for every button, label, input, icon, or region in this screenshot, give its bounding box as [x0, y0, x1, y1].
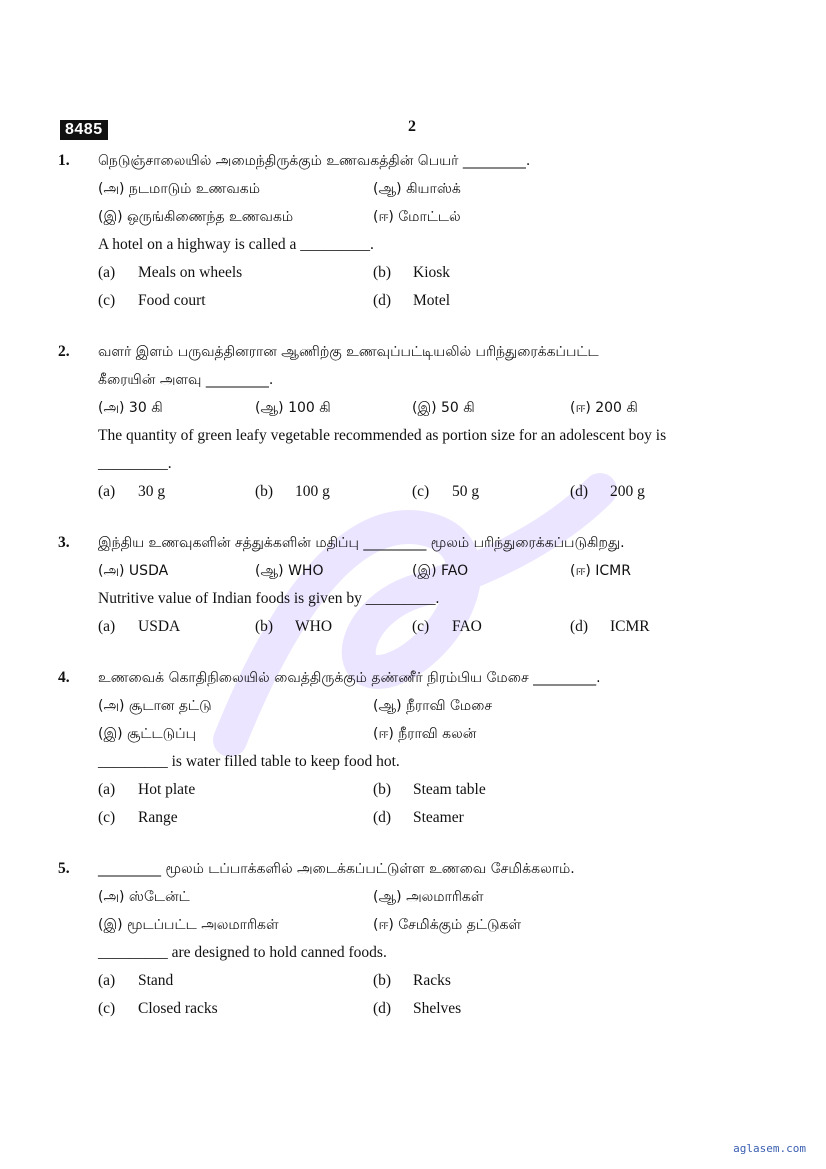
- option-label: (d): [570, 618, 589, 635]
- option-label: (a): [98, 264, 116, 281]
- question-tamil: _________ மூலம் டப்பாக்களில் அடைக்கப்பட்டுள்ள உணவை சேமிக்கலாம்.: [98, 861, 575, 877]
- option-label: (d): [373, 809, 392, 826]
- page-number: 2: [408, 118, 416, 135]
- option-text: 30 g: [138, 483, 166, 500]
- tamil-option: (இ) ஒருங்கிணைந்த உணவகம்: [98, 209, 294, 225]
- option-text: ICMR: [610, 618, 650, 635]
- option-c: [98, 287, 373, 315]
- option-label: (d): [373, 1000, 392, 1017]
- question-english-line2: _________.: [98, 455, 172, 472]
- option-text: Food court: [138, 292, 206, 309]
- question-number: 2.: [58, 343, 70, 360]
- option-label: (c): [412, 618, 430, 635]
- tamil-option: (ஈ) ICMR: [570, 563, 631, 579]
- tamil-option: (ஈ) சேமிக்கும் தட்டுகள்: [373, 917, 522, 933]
- question-tamil: உணவைக் கொதிநிலையில் வைத்திருக்கும் தண்ணீர் நிரம்பிய மேசை _________.: [98, 670, 601, 686]
- option-d: [373, 995, 748, 1023]
- option-text: Closed racks: [138, 1000, 218, 1017]
- tamil-option: (ஈ) நீராவி கலன்: [373, 726, 477, 742]
- tamil-option: (ஆ) WHO: [255, 563, 324, 579]
- option-label: (c): [98, 809, 116, 826]
- tamil-option: (ஆ) 100 கி: [255, 400, 331, 416]
- tamil-option: (அ) ஸ்டேன்ட்: [98, 889, 190, 905]
- tamil-option: (ஆ) கியாஸ்க்: [373, 181, 461, 197]
- tamil-option: (அ) USDA: [98, 563, 169, 579]
- question-4: [58, 664, 748, 832]
- question-1: [58, 147, 748, 315]
- tamil-option: (இ) மூடப்பட்ட அலமாரிகள்: [98, 917, 279, 933]
- option-a: [98, 478, 255, 506]
- question-english: Nutritive value of Indian foods is given by _________.: [98, 590, 440, 607]
- tamil-option: (அ) நடமாடும் உணவகம்: [98, 181, 260, 197]
- option-c: [412, 478, 570, 506]
- option-label: (c): [98, 292, 116, 309]
- option-text: Motel: [413, 292, 451, 309]
- option-d: [373, 804, 748, 832]
- option-text: Stand: [138, 972, 174, 989]
- option-label: (a): [98, 781, 116, 798]
- option-b: [373, 776, 748, 804]
- option-label: (a): [98, 618, 116, 635]
- exam-page: [58, 147, 748, 1046]
- tamil-option: (அ) 30 கி: [98, 400, 163, 416]
- paper-code: 8485: [60, 120, 108, 140]
- option-a: [98, 613, 255, 641]
- option-b: [373, 967, 748, 995]
- footer-website: aglasem.com: [733, 1142, 806, 1155]
- option-text: 50 g: [452, 483, 480, 500]
- option-text: Steamer: [413, 809, 464, 826]
- option-text: WHO: [295, 618, 333, 635]
- option-label: (b): [373, 972, 392, 989]
- option-b: [255, 478, 412, 506]
- option-text: Range: [138, 809, 178, 826]
- option-text: Shelves: [413, 1000, 462, 1017]
- option-c: [98, 995, 373, 1023]
- question-english: A hotel on a highway is called a _________.: [98, 236, 374, 253]
- tamil-option: (இ) 50 கி: [412, 400, 475, 416]
- option-label: (d): [570, 483, 589, 500]
- option-text: USDA: [138, 618, 181, 635]
- option-a: [98, 967, 373, 995]
- question-tamil: வளர் இளம் பருவத்தினரான ஆணிற்கு உணவுப்பட்டியலில் பரிந்துரைக்கப்பட்ட: [98, 344, 599, 360]
- question-3: [58, 529, 748, 641]
- option-c: [98, 804, 373, 832]
- option-text: 200 g: [610, 483, 645, 500]
- tamil-option: (இ) சூட்டடுப்பு: [98, 726, 197, 742]
- option-text: FAO: [452, 618, 482, 635]
- tamil-option: (ஆ) அலமாரிகள்: [373, 889, 484, 905]
- tamil-option: (இ) FAO: [412, 563, 469, 579]
- question-tamil-line2: கீரையின் அளவு _________.: [98, 372, 274, 388]
- question-number: 1.: [58, 152, 70, 169]
- option-d: [570, 613, 748, 641]
- option-text: Kiosk: [413, 264, 451, 281]
- option-text: Hot plate: [138, 781, 196, 798]
- option-d: [373, 287, 748, 315]
- option-text: 100 g: [295, 483, 330, 500]
- question-number: 5.: [58, 860, 70, 877]
- tamil-option: (அ) சூடான தட்டு: [98, 698, 212, 714]
- option-a: [98, 259, 373, 287]
- option-label: (d): [373, 292, 392, 309]
- option-a: [98, 776, 373, 804]
- question-tamil: இந்திய உணவுகளின் சத்துக்களின் மதிப்பு _________ மூலம் பரிந்துரைக்கப்படுகிறது.: [98, 535, 625, 551]
- option-label: (a): [98, 483, 116, 500]
- question-english: _________ is water filled table to keep food hot.: [98, 753, 400, 770]
- option-text: Racks: [413, 972, 451, 989]
- question-english: The quantity of green leafy vegetable recommended as portion size for an adolescent boy is: [98, 427, 667, 444]
- option-label: (c): [98, 1000, 116, 1017]
- option-c: [412, 613, 570, 641]
- question-number: 3.: [58, 534, 70, 551]
- option-label: (a): [98, 972, 116, 989]
- option-b: [373, 259, 748, 287]
- option-label: (b): [373, 264, 392, 281]
- option-b: [255, 613, 412, 641]
- option-text: Steam table: [413, 781, 486, 798]
- option-d: [570, 478, 748, 506]
- option-label: (b): [255, 483, 274, 500]
- tamil-option: (ஈ) மோட்டல்: [373, 209, 461, 225]
- tamil-option: (ஈ) 200 கி: [570, 400, 638, 416]
- question-english: _________ are designed to hold canned foods.: [98, 944, 387, 961]
- question-number: 4.: [58, 669, 70, 686]
- option-text: Meals on wheels: [138, 264, 243, 281]
- option-label: (b): [373, 781, 392, 798]
- question-2: [58, 338, 748, 506]
- question-5: [58, 855, 748, 1023]
- option-label: (b): [255, 618, 274, 635]
- tamil-option: (ஆ) நீராவி மேசை: [373, 698, 493, 714]
- option-label: (c): [412, 483, 430, 500]
- question-tamil: நெடுஞ்சாலையில் அமைந்திருக்கும் உணவகத்தின் பெயர் _________.: [98, 153, 531, 169]
